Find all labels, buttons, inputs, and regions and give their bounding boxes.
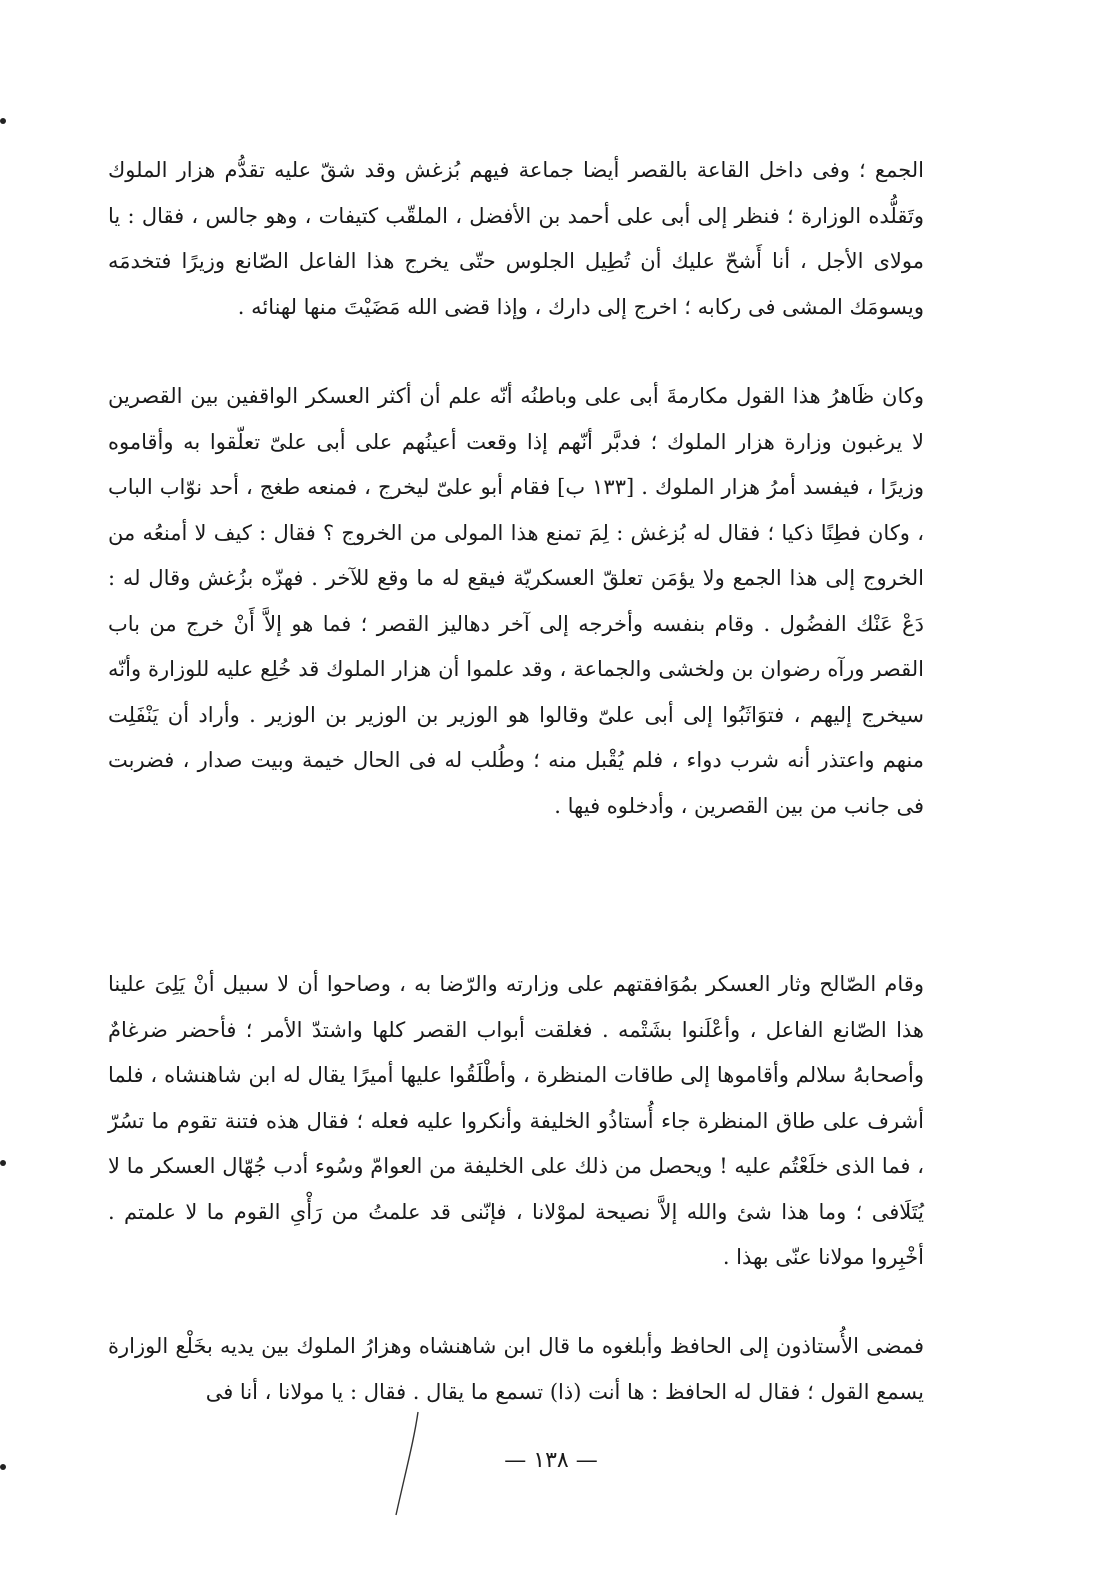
paragraph-text: الجمع ؛ وفى داخل القاعة بالقصر أيضا جماعة فيهم بُزغش وقد شقّ عليه تقدُّم هزار الملوك وتَقلُّده الوزارة ؛ فنظر إلى أبى على أحمد بن الأفضل ، الملقّب كتيفات ، وهو جالس ، فقال : يا مولاى الأجل ، أنا أَشحّ عليك أن تُطِيل الجلوس حتّى يخرج هذا الفاعل الصّانع وزيرًا فتخدمَه ويسومَك المشى فى ركابه ؛ اخرج إلى دارك ، وإذا قضى الله مَضَيْتَ منها لهنائه .: [108, 158, 924, 319]
paragraph-2: [108, 374, 924, 829]
page-number: — ١٣٨ —: [504, 1448, 598, 1473]
paragraph-1: [108, 148, 924, 330]
paragraph-text: فمضى الأُستاذون إلى الحافظ وأبلغوه ما قال ابن شاهنشاه وهزارُ الملوك بين يديه بخَلْع الوزارة يسمع القول ؛ فقال له الحافظ : ها أنت (ذا) تسمع ما يقال . فقال : يا مولانا ، أنا فى: [108, 1334, 924, 1404]
paragraph-3: [108, 962, 924, 1281]
paragraph-text: وكان ظَاهرُ هذا القول مكارمةَ أبى على وباطنُه أنّه علم أن أكثر العسكر الواقفين بين القصرين لا يرغبون وزارة هزار الملوك ؛ فدبَّر أنّهم إذا وقعت أعينُهم على أبى علىّ تعلّقوا به وأقاموه وزيرًا ، فيفسد أمرُ هزار الملوك . [١٣٣ ب] فقام أبو علىّ ليخرج ، فمنعه طغج ، أحد نوّاب الباب ، وكان فطِنًا ذكيا ؛ فقال له بُزغش : لِمَ تمنع هذا المولى من الخروج ؟ فقال : كيف لا أمنعُه من الخروج إلى هذا الجمع ولا يؤمَن تعلقّ العسكريّة فيقع له ما وقع للآخر . فهزّه بزُغش وقال له : دَعْ عَنْك الفضُول . وقام بنفسه وأخرجه إلى آخر دهاليز القصر ؛ فما هو إلاَّ أَنْ خرج من باب القصر ورآه رضوان بن ولخشى والجماعة ، وقد علموا أن هزار الملوك قد خُلِع عليه للوزارة وأنّه سيخرج إليهم ، فتوَاثَبُوا إلى أبى علىّ وقالوا هو الوزير بن الوزير بن الوزير . وأراد أن يَنْفَلِت منهم واعتذر أنه شرب دواء ، فلم يُقْبل منه ؛ وطُلب له فى الحال خيمة وبيت صدار ، فضربت فى جانب من بين القصرين ، وأدخلوه فيها .: [108, 384, 924, 818]
margin-mark-top: [0, 118, 6, 124]
paragraph-text: وقام الصّالح وثار العسكر بمُوَافقتهم على وزارته والرّضا به ، وصاحوا أن لا سبيل أنْ يَلِىَ علينا هذا الصّانع الفاعل ، وأعْلَنوا بشَتْمه . فغلقت أبواب القصر كلها واشتدّ الأمر ؛ فأحضر ضرغامٌ وأصحابهُ سلالم وأقاموها إلى طاقات المنظرة ، وأطْلَقُوا عليها أميرًا يقال له ابن شاهنشاه ، فلما أشرف على طاق المنظرة جاء أُستاذُو الخليفة وأنكروا عليه فعله ؛ فقال هذه فتنة تقوم ما تسُرّ ، فما الذى خلَعْتُم عليه ! ويحصل من ذلك على الخليفة من العوامّ وسُوء أدب جُهّال العسكر ما لا يُتَلَافى ؛ وما هذا شئ والله إلاَّ نصيحة لموْلانا ، فإنّنى قد علمتُ من رَأْىِ القوم ما لا علمتم . أخْبِروا مولانا عنّى بهذا .: [108, 972, 924, 1269]
paragraph-4: [108, 1324, 924, 1415]
margin-mark-middle: [0, 1160, 6, 1166]
